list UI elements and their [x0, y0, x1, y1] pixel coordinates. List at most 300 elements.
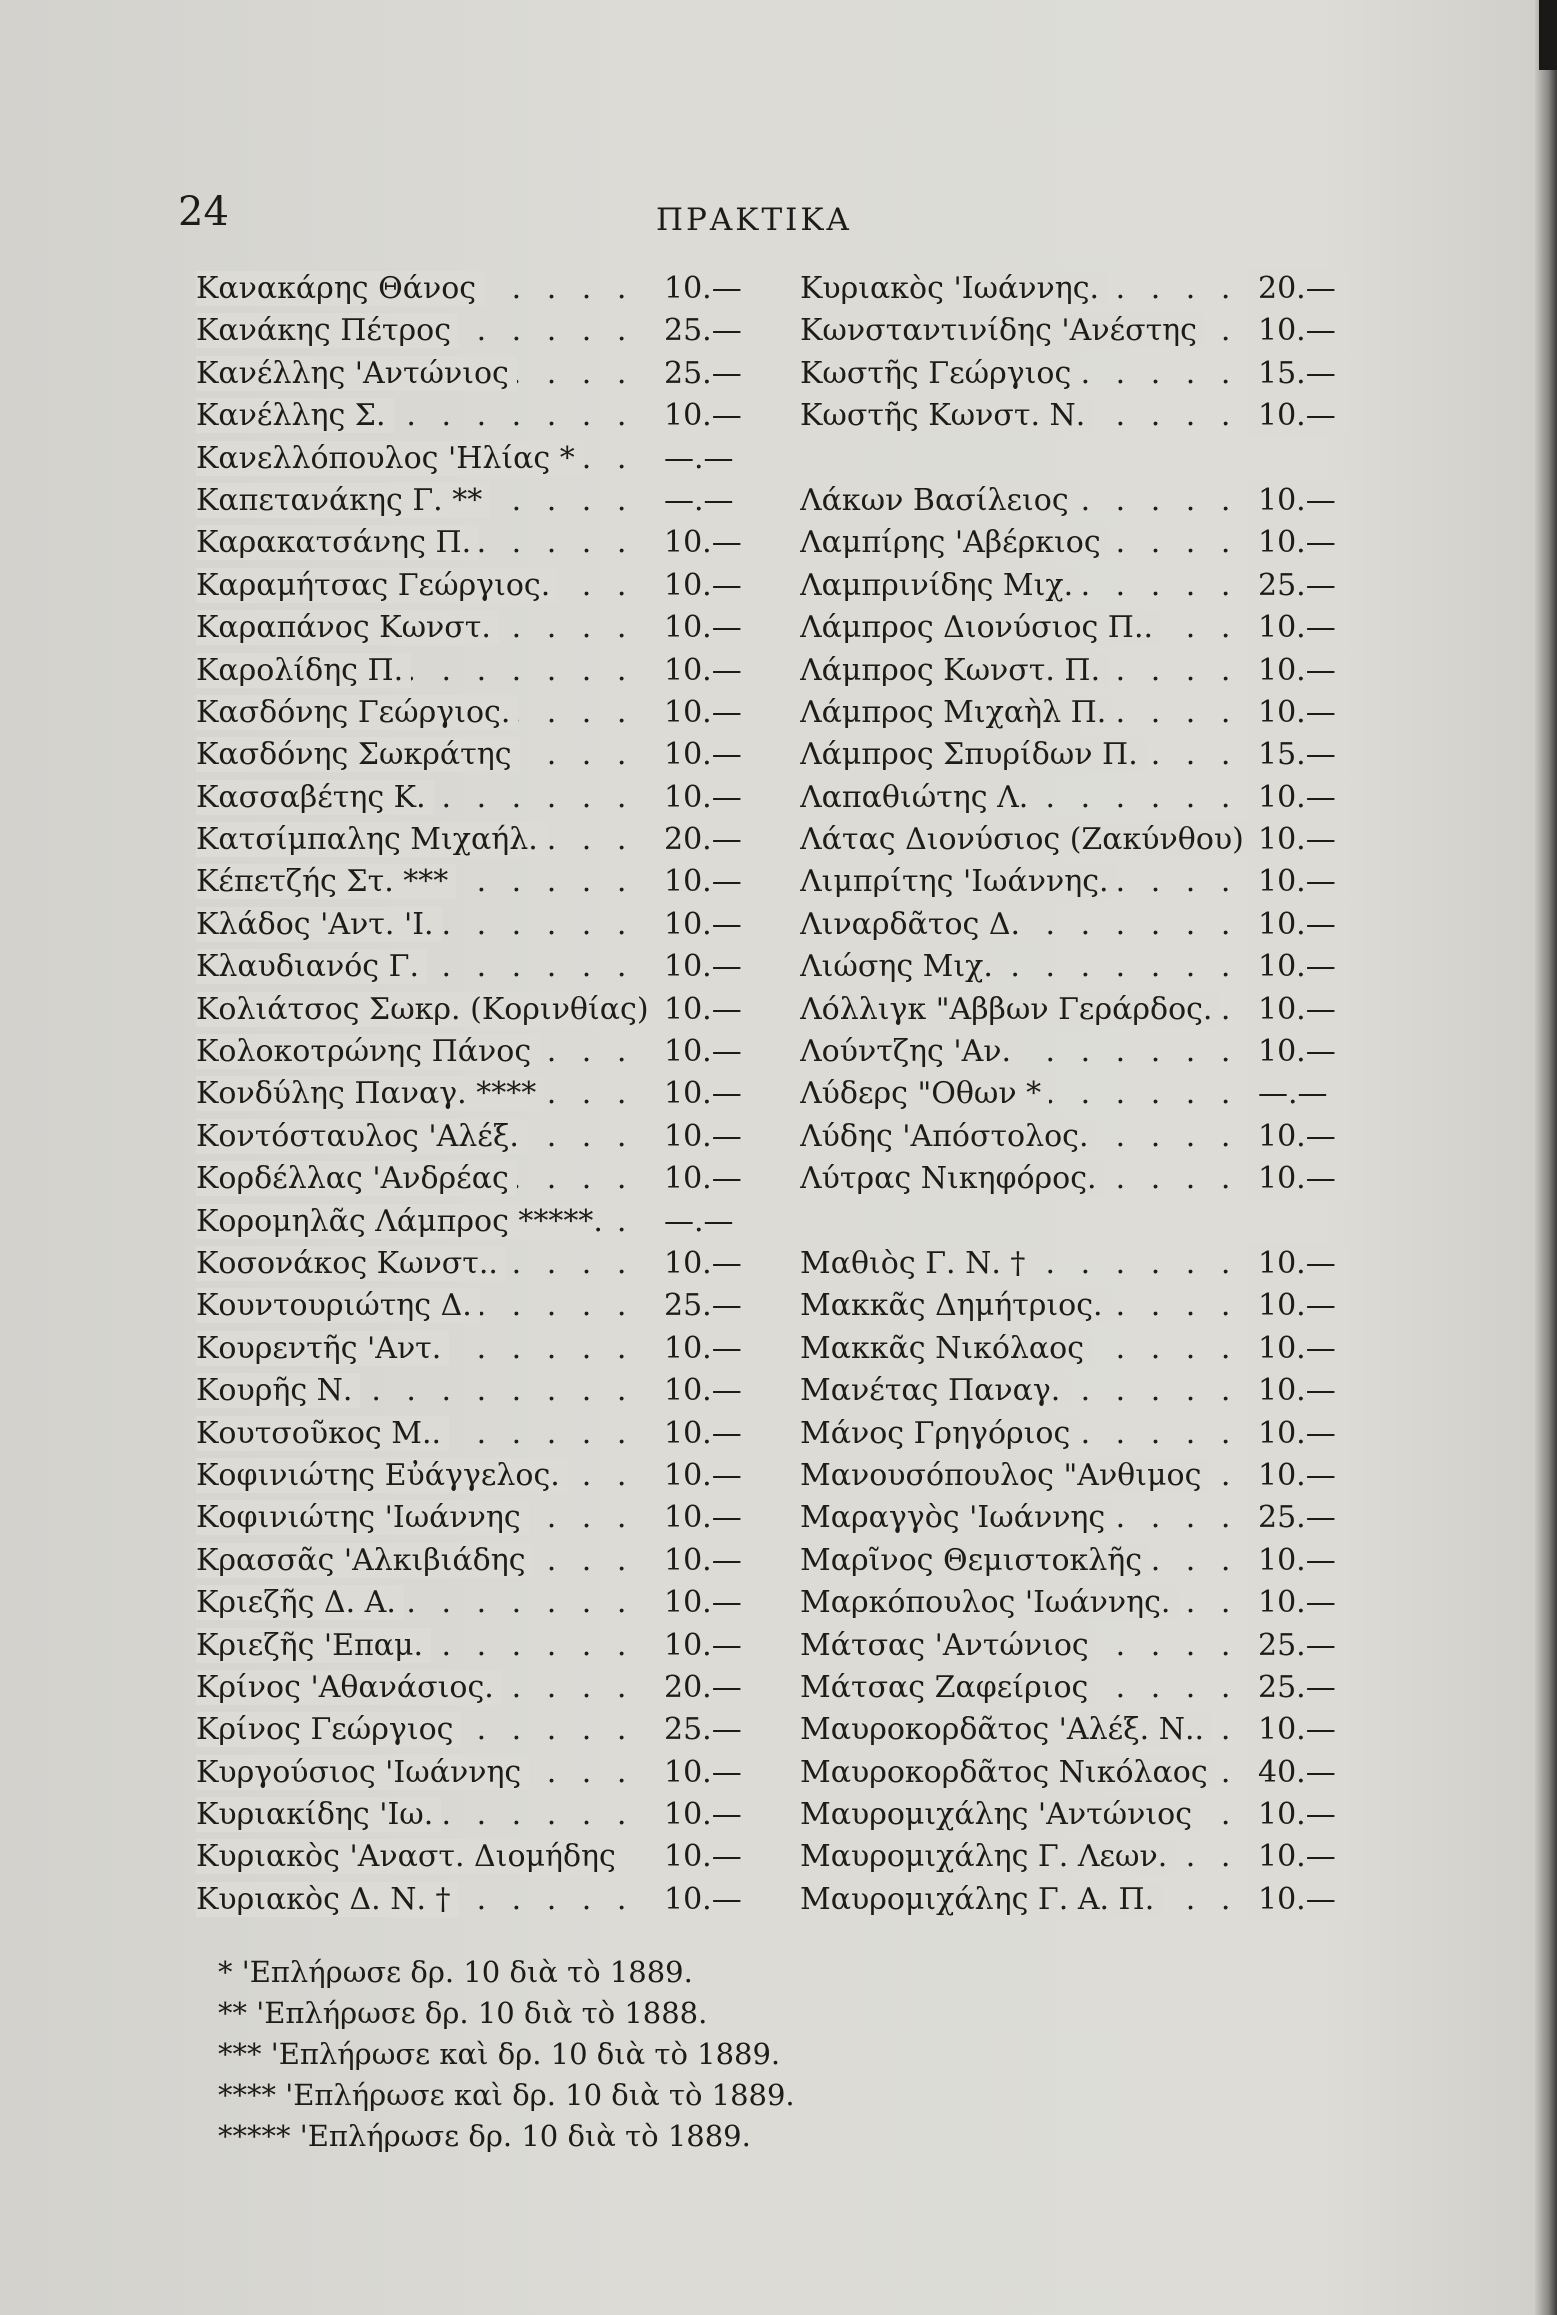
subscriber-name-cell: [196, 1625, 654, 1667]
subscriber-name-cell: [196, 438, 654, 480]
subscriber-name: Κουρῆς Ν.: [196, 1373, 360, 1408]
subscriber-row: [800, 268, 1350, 310]
subscription-amount: 25.—: [654, 310, 756, 352]
subscription-amount: 10.—: [1248, 1243, 1350, 1285]
subscriber-name-cell: [800, 1879, 1248, 1921]
subscription-amount: 10.—: [1248, 904, 1350, 946]
footnote: ***** 'Επλήρωσε δρ. 10 διὰ τὸ 1889.: [218, 2119, 751, 2153]
subscriber-row: [196, 1073, 756, 1115]
subscriber-row: [800, 1413, 1350, 1455]
subscription-amount: 10.—: [654, 1582, 756, 1624]
subscriber-name: Κοσονάκος Κωνστ..: [196, 1246, 506, 1281]
left-column-list: [196, 268, 756, 1921]
subscriber-name: Μαραγγὸς 'Ιωάννης: [800, 1500, 1113, 1535]
subscription-amount: 10.—: [1248, 1370, 1350, 1412]
subscriber-row: [196, 1794, 756, 1836]
subscription-amount: 10.—: [1248, 1413, 1350, 1455]
subscriber-name-cell: [800, 1031, 1248, 1073]
subscriber-name: Κυργούσιος 'Ιωάννης: [196, 1755, 529, 1790]
subscriber-name-cell: [800, 1794, 1248, 1836]
subscriber-row: [196, 1625, 756, 1667]
subscriber-row: [196, 565, 756, 607]
subscription-amount: 10.—: [654, 522, 756, 564]
subscriber-name-cell: [800, 1455, 1248, 1497]
subscriber-name: Μαρκόπουλος 'Ιωάννης.: [800, 1585, 1178, 1620]
subscriber-name-cell: [196, 395, 654, 437]
page-number: 24: [178, 189, 229, 235]
subscriber-row: [800, 904, 1350, 946]
subscriber-name: Μάτσας Ζαφείριος: [800, 1670, 1096, 1705]
subscriber-name: Καρακατσάνης Π.: [196, 525, 479, 560]
subscriber-name-cell: [800, 946, 1248, 988]
subscription-amount: 10.—: [654, 1497, 756, 1539]
spacer-row: [800, 1201, 1350, 1243]
subscriber-name: Μάτσας 'Αντώνιος: [800, 1628, 1097, 1663]
subscriber-name-cell: [800, 607, 1248, 649]
subscription-amount: 10.—: [654, 1879, 756, 1921]
subscriber-row: [196, 1158, 756, 1200]
subscriber-row: [196, 1285, 756, 1327]
subscriber-name-cell: [800, 565, 1248, 607]
subscriber-name: Κρίνος Γεώργιος: [196, 1712, 461, 1747]
subscriber-name: Κασδόνης Σωκράτης: [196, 737, 520, 772]
footnote: * 'Επλήρωσε δρ. 10 διὰ τὸ 1889.: [218, 1955, 693, 1989]
subscriber-name-cell: [196, 522, 654, 564]
subscriber-name-cell: [196, 1836, 654, 1878]
subscription-amount: 15.—: [1248, 734, 1350, 776]
subscriber-row: [800, 819, 1350, 861]
subscriber-name-cell: [196, 650, 654, 692]
subscription-amount: 25.—: [1248, 565, 1350, 607]
subscriber-row: [196, 1836, 756, 1878]
subscription-amount: 10.—: [654, 946, 756, 988]
subscriber-name-cell: [196, 1328, 654, 1370]
page-edge-shadow: [1535, 0, 1557, 2315]
subscriber-name: Κοντόσταυλος 'Αλέξ.: [196, 1119, 527, 1154]
subscription-amount: 10.—: [1248, 1328, 1350, 1370]
subscriber-row: [196, 1031, 756, 1073]
subscriber-name: Λύδης 'Απόστολος.: [800, 1119, 1097, 1154]
subscriber-name-cell: [196, 1285, 654, 1327]
subscriber-name-cell: [196, 1794, 654, 1836]
subscription-amount: 10.—: [654, 1158, 756, 1200]
subscriber-name: Λύτρας Νικηφόρος.: [800, 1161, 1105, 1196]
subscriber-name: Κωστῆς Γεώργιος: [800, 356, 1079, 391]
footnote: **** 'Επλήρωσε καὶ δρ. 10 διὰ τὸ 1889.: [218, 2078, 795, 2112]
subscriber-name: Μαυροκορδᾶτος Νικόλαος: [800, 1755, 1216, 1790]
subscriber-name-cell: [800, 1625, 1248, 1667]
subscriber-name-cell: [196, 1073, 654, 1115]
subscription-amount: 10.—: [1248, 1879, 1350, 1921]
subscriber-name: Λάτας Διονύσιος (Ζακύνθου): [800, 822, 1248, 857]
right-column-list: [800, 268, 1350, 1921]
subscriber-row: [196, 480, 756, 522]
subscriber-name: Κριεζῆς 'Επαμ.: [196, 1628, 431, 1663]
subscriber-name: Λιώσης Μιχ.: [800, 949, 1001, 984]
subscriber-row: [196, 989, 756, 1031]
subscriber-row: [196, 650, 756, 692]
subscriber-name-cell: [196, 1582, 654, 1624]
subscriber-row: [196, 522, 756, 564]
subscription-amount: 10.—: [654, 1243, 756, 1285]
subscriber-row: [196, 607, 756, 649]
subscriber-row: [196, 395, 756, 437]
subscriber-name-cell: [196, 1879, 654, 1921]
subscriber-name-cell: [800, 480, 1248, 522]
subscriber-row: [196, 1455, 756, 1497]
subscriber-name: Κυριακὸς Δ. Ν. †: [196, 1882, 459, 1917]
subscriber-name: Κανάκης Πέτρος: [196, 313, 459, 348]
subscription-amount: 10.—: [654, 1836, 756, 1878]
subscriber-name: Μανέτας Παναγ.: [800, 1373, 1068, 1408]
subscription-amount: 10.—: [1248, 522, 1350, 564]
subscriber-name-cell: [800, 777, 1248, 819]
running-head: ΠΡΑΚΤΙΚΑ: [656, 202, 852, 238]
subscription-amount: 25.—: [1248, 1667, 1350, 1709]
subscription-amount: 10.—: [654, 1540, 756, 1582]
subscriber-row: [196, 692, 756, 734]
subscriber-name: Κατσίμπαλης Μιχαήλ.: [196, 822, 546, 857]
subscriber-row: [800, 1836, 1350, 1878]
subscriber-row: [196, 946, 756, 988]
subscriber-name-cell: [800, 522, 1248, 564]
subscriber-name: Λύδερς "Οθων *: [800, 1076, 1049, 1111]
subscriber-name: Κανέλλης 'Αντώνιος: [196, 356, 517, 391]
subscription-amount: 25.—: [654, 1285, 756, 1327]
subscriber-name: Κολοκοτρώνης Πάνος: [196, 1034, 539, 1069]
subscriber-row: [196, 1497, 756, 1539]
subscriber-name: Καραπάνος Κωνστ.: [196, 610, 499, 645]
subscriber-row: [800, 650, 1350, 692]
subscription-amount: 10.—: [654, 1752, 756, 1794]
subscriber-row: [196, 734, 756, 776]
subscriber-row: [196, 1370, 756, 1412]
subscriber-name-cell: [196, 1413, 654, 1455]
subscription-amount: 15.—: [1248, 353, 1350, 395]
subscriber-row: [800, 1625, 1350, 1667]
subscription-amount: 10.—: [1248, 480, 1350, 522]
subscription-amount: 25.—: [1248, 1497, 1350, 1539]
subscriber-name: Κριεζῆς Δ. Α.: [196, 1585, 404, 1620]
subscriber-name-cell: [800, 1073, 1248, 1115]
subscriber-name: Κορομηλᾶς Λάμπρος *****.: [196, 1204, 611, 1239]
subscriber-name-cell: [196, 1158, 654, 1200]
subscription-amount: 10.—: [1248, 1455, 1350, 1497]
subscription-amount: 10.—: [654, 1413, 756, 1455]
subscriber-row: [196, 353, 756, 395]
subscription-amount: 10.—: [654, 861, 756, 903]
subscriber-row: [800, 1540, 1350, 1582]
subscriber-name: Μακκᾶς Δημήτριος.: [800, 1288, 1111, 1323]
subscriber-row: [196, 268, 756, 310]
subscription-amount: 40.—: [1248, 1752, 1350, 1794]
subscriber-name-cell: [800, 1497, 1248, 1539]
subscription-amount: 10.—: [654, 734, 756, 776]
subscription-amount: 20.—: [654, 1667, 756, 1709]
subscriber-name-cell: [196, 819, 654, 861]
subscriber-name: Κασσαβέτης Κ.: [196, 780, 434, 815]
subscriber-name-cell: [800, 395, 1248, 437]
subscriber-row: [800, 1158, 1350, 1200]
subscriber-row: [800, 1497, 1350, 1539]
subscriber-name-cell: [196, 1455, 654, 1497]
subscription-amount: —.—: [1248, 1073, 1350, 1115]
subscription-amount: 10.—: [1248, 1158, 1350, 1200]
subscription-amount: 10.—: [654, 1073, 756, 1115]
subscription-amount: 10.—: [654, 1328, 756, 1370]
subscription-amount: 25.—: [654, 353, 756, 395]
subscriber-name-cell: [196, 1370, 654, 1412]
subscriber-name-cell: [800, 1582, 1248, 1624]
subscriber-row: [800, 1667, 1350, 1709]
subscriber-row: [800, 1285, 1350, 1327]
subscriber-name: Κυριακίδης 'Ιω.: [196, 1797, 441, 1832]
subscriber-name: Μαυροκορδᾶτος 'Αλέξ. Ν..: [800, 1712, 1212, 1747]
subscriber-row: [196, 438, 756, 480]
subscriber-row: [800, 522, 1350, 564]
subscriber-name-cell: [196, 1201, 654, 1243]
subscription-amount: 10.—: [654, 692, 756, 734]
spacer-row: [800, 438, 1350, 480]
subscriber-row: [800, 692, 1350, 734]
subscription-amount: 10.—: [1248, 1116, 1350, 1158]
subscriber-name-cell: [196, 353, 654, 395]
subscription-amount: 10.—: [1248, 310, 1350, 352]
subscriber-name-cell: [196, 1540, 654, 1582]
subscriber-name-cell: [196, 989, 654, 1031]
subscriber-name: Κρίνος 'Αθανάσιος.: [196, 1670, 502, 1705]
subscription-amount: 10.—: [654, 268, 756, 310]
subscriber-name-cell: [800, 1709, 1248, 1751]
subscriber-row: [196, 1879, 756, 1921]
footnote: ** 'Επλήρωσε δρ. 10 διὰ τὸ 1888.: [218, 1996, 708, 2030]
subscriber-name: Λάμπρος Διονύσιος Π..: [800, 610, 1161, 645]
subscriber-name: Κουρεντῆς 'Αντ.: [196, 1331, 449, 1366]
subscriber-row: [800, 1709, 1350, 1751]
subscriber-name-cell: [196, 565, 654, 607]
subscription-amount: 10.—: [1248, 1836, 1350, 1878]
subscriber-name-cell: [800, 1116, 1248, 1158]
subscriber-name: Μαρῖνος Θεμιστοκλῆς: [800, 1543, 1150, 1578]
subscriber-row: [800, 1073, 1350, 1115]
subscription-amount: 10.—: [1248, 1709, 1350, 1751]
subscription-amount: 10.—: [1248, 819, 1350, 861]
subscriber-row: [196, 1328, 756, 1370]
subscriber-name-cell: [196, 480, 654, 522]
subscriber-row: [800, 946, 1350, 988]
subscription-amount: 10.—: [1248, 1582, 1350, 1624]
subscription-amount: 10.—: [654, 1031, 756, 1073]
subscription-amount: —.—: [654, 480, 756, 522]
subscriber-row: [800, 1582, 1350, 1624]
subscriber-name-cell: [196, 1497, 654, 1539]
subscriber-row: [800, 607, 1350, 649]
subscriber-name: Κρασσᾶς 'Αλκιβιάδης: [196, 1543, 534, 1578]
subscriber-name-cell: [196, 904, 654, 946]
subscriber-row: [196, 861, 756, 903]
subscriber-name: Κανακάρης Θάνος: [196, 271, 484, 306]
subscriber-name: Κασδόνης Γεώργιος.: [196, 695, 518, 730]
subscriber-name: Κυριακὸς 'Αναστ. Διομήδης: [196, 1839, 624, 1874]
subscriber-name-cell: [196, 268, 654, 310]
subscriber-name: Μαυρομιχάλης 'Αντώνιος: [800, 1797, 1200, 1832]
subscriber-row: [196, 1201, 756, 1243]
subscriber-name-cell: [196, 946, 654, 988]
subscriber-name-cell: [800, 1328, 1248, 1370]
subscriber-name: Κωνσταντινίδης 'Ανέστης: [800, 313, 1205, 348]
subscriber-name-cell: [800, 353, 1248, 395]
subscriber-row: [800, 1116, 1350, 1158]
subscriber-name-cell: [196, 1752, 654, 1794]
subscriber-row: [196, 310, 756, 352]
subscription-amount: 10.—: [1248, 692, 1350, 734]
subscriber-row: [800, 395, 1350, 437]
page-edge-dark-corner: [1539, 0, 1557, 70]
subscription-amount: 10.—: [1248, 1031, 1350, 1073]
subscription-amount: 10.—: [654, 904, 756, 946]
subscription-amount: 10.—: [1248, 607, 1350, 649]
subscription-amount: 10.—: [1248, 395, 1350, 437]
subscription-amount: 10.—: [1248, 1794, 1350, 1836]
subscriber-name-cell: [800, 1836, 1248, 1878]
subscriber-name: Κορδέλλας 'Ανδρέας: [196, 1161, 517, 1196]
subscriber-name: Κανελλόπουλος 'Ηλίας *: [196, 441, 583, 476]
subscription-amount: 20.—: [654, 819, 756, 861]
subscriber-name-cell: [800, 819, 1248, 861]
subscriber-name-cell: [196, 692, 654, 734]
subscriber-name-cell: [196, 1116, 654, 1158]
subscription-amount: —.—: [654, 1201, 756, 1243]
subscriber-name: Μαθιὸς Γ. Ν. †: [800, 1246, 1033, 1281]
subscriber-name: Κοφινιώτης 'Ιωάννης: [196, 1500, 529, 1535]
subscriber-name-cell: [196, 734, 654, 776]
subscriber-name: Κουτσοῦκος Μ..: [196, 1416, 449, 1451]
subscription-amount: 10.—: [1248, 1285, 1350, 1327]
subscriber-name: Λαμπίρης 'Αβέρκιος: [800, 525, 1109, 560]
subscription-amount: 10.—: [654, 1794, 756, 1836]
subscriber-row: [800, 1243, 1350, 1285]
subscriber-name: Λαπαθιώτης Λ.: [800, 780, 1036, 815]
subscription-amount: 10.—: [1248, 989, 1350, 1031]
subscriber-row: [800, 989, 1350, 1031]
subscriber-name-cell: [800, 904, 1248, 946]
subscriber-row: [800, 1794, 1350, 1836]
subscriber-name: Κοφινιώτης Εὐάγγελος.: [196, 1458, 568, 1493]
subscriber-row: [800, 310, 1350, 352]
subscription-amount: 10.—: [1248, 1540, 1350, 1582]
subscriber-row: [196, 904, 756, 946]
subscriber-name-cell: [800, 1370, 1248, 1412]
subscriber-name: Κωστῆς Κωνστ. Ν.: [800, 398, 1093, 433]
subscription-amount: 10.—: [654, 1116, 756, 1158]
subscriber-row: [196, 1582, 756, 1624]
subscriber-name: Κουντουριώτης Δ.: [196, 1288, 480, 1323]
subscriber-name-cell: [800, 310, 1248, 352]
subscriber-name: Λιναρδᾶτος Δ.: [800, 907, 1028, 942]
subscriber-name-cell: [800, 1752, 1248, 1794]
subscriber-name-cell: [800, 1285, 1248, 1327]
subscriber-name: Κλαυδιανός Γ.: [196, 949, 427, 984]
subscription-amount: 10.—: [654, 395, 756, 437]
subscriber-row: [800, 734, 1350, 776]
subscriber-row: [196, 1667, 756, 1709]
subscriber-name: Μακκᾶς Νικόλαος: [800, 1331, 1092, 1366]
subscription-amount: 10.—: [654, 565, 756, 607]
footnotes: [218, 1952, 795, 2157]
subscriber-row: [800, 565, 1350, 607]
subscriber-row: [196, 1116, 756, 1158]
subscription-amount: 10.—: [1248, 777, 1350, 819]
subscriber-row: [800, 777, 1350, 819]
subscriber-name-cell: [196, 777, 654, 819]
footnote: *** 'Επλήρωσε καὶ δρ. 10 διὰ τὸ 1889.: [218, 2037, 781, 2071]
subscriber-name: Κέπετζής Στ. ***: [196, 864, 456, 899]
subscriber-row: [800, 480, 1350, 522]
subscriber-name-cell: [196, 1031, 654, 1073]
subscriber-name: Κονδύλης Παναγ. ****: [196, 1076, 544, 1111]
subscriber-name: Μαυρομιχάλης Γ. Λεων.: [800, 1839, 1175, 1874]
subscriber-name-cell: [800, 268, 1248, 310]
subscriber-row: [196, 819, 756, 861]
subscription-amount: 10.—: [654, 1625, 756, 1667]
subscriber-name: Καραμήτσας Γεώργιος.: [196, 568, 558, 603]
subscriber-row: [196, 1709, 756, 1751]
subscriber-name: Λούντζης 'Αν.: [800, 1034, 1019, 1069]
subscriber-name-cell: [196, 310, 654, 352]
subscriber-name: Μάνος Γρηγόριος: [800, 1416, 1078, 1451]
subscriber-row: [196, 1413, 756, 1455]
subscription-amount: 10.—: [654, 650, 756, 692]
subscription-amount: 10.—: [654, 1455, 756, 1497]
subscriber-row: [196, 1243, 756, 1285]
subscription-amount: 10.—: [1248, 861, 1350, 903]
subscriber-name: Λάκων Βασίλειος: [800, 483, 1077, 518]
subscriber-name-cell: [800, 650, 1248, 692]
subscriber-name-cell: [800, 861, 1248, 903]
subscription-amount: —.—: [654, 438, 756, 480]
subscription-amount: 10.—: [654, 607, 756, 649]
subscription-amount: 25.—: [654, 1709, 756, 1751]
subscriber-row: [800, 1455, 1350, 1497]
subscription-amount: 10.—: [654, 1370, 756, 1412]
subscriber-row: [196, 1540, 756, 1582]
subscriber-name: Μανουσόπουλος "Ανθιμος: [800, 1458, 1209, 1493]
subscriber-name-cell: [196, 1709, 654, 1751]
subscriber-name: Κυριακὸς 'Ιωάννης.: [800, 271, 1107, 306]
subscriber-row: [800, 353, 1350, 395]
subscriber-name-cell: [196, 1243, 654, 1285]
subscriber-name-cell: [800, 1413, 1248, 1455]
subscriber-name-cell: [800, 1243, 1248, 1285]
subscriber-name-cell: [196, 861, 654, 903]
subscription-amount: 25.—: [1248, 1625, 1350, 1667]
subscriber-name-cell: [196, 1667, 654, 1709]
subscriber-row: [196, 777, 756, 819]
subscriber-name: Μαυρομιχάλης Γ. Α. Π.: [800, 1882, 1162, 1917]
subscriber-row: [196, 1752, 756, 1794]
subscription-amount: 10.—: [1248, 946, 1350, 988]
subscriber-name: Λιμπρίτης 'Ιωάννης.: [800, 864, 1117, 899]
subscriber-name: Λάμπρος Μιχαὴλ Π.: [800, 695, 1114, 730]
subscriber-name-cell: [196, 607, 654, 649]
subscriber-name: Λάμπρος Σπυρίδων Π.: [800, 737, 1146, 772]
subscription-amount: 10.—: [654, 989, 756, 1031]
subscriber-row: [800, 1370, 1350, 1412]
subscriber-name-cell: [800, 692, 1248, 734]
subscription-amount: 20.—: [1248, 268, 1350, 310]
subscriber-name: Κλάδος 'Αντ. 'Ι.: [196, 907, 442, 942]
subscription-amount: 10.—: [654, 777, 756, 819]
